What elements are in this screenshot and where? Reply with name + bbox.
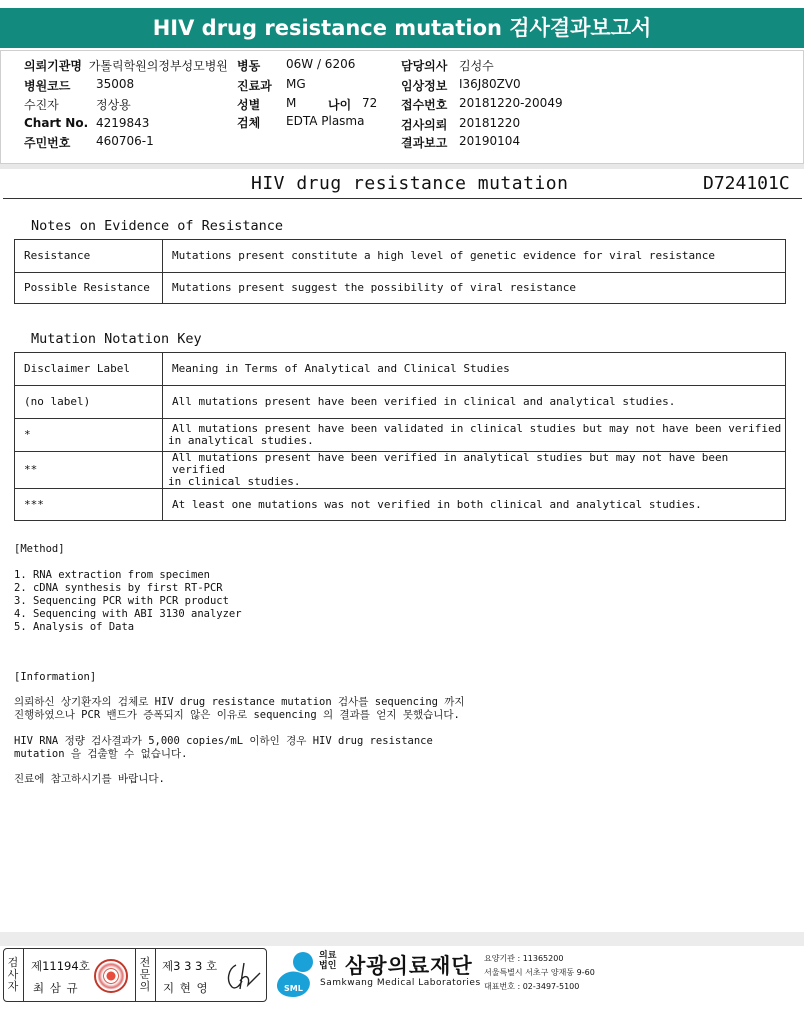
age-label: 나이 — [328, 98, 352, 112]
receipt-no-label: 접수번호 — [401, 98, 448, 112]
report-title: HIV drug resistance mutation 검사결과보고서 — [152, 16, 652, 40]
clinical-info-label: 임상정보 — [401, 79, 448, 93]
signature-box — [3, 948, 267, 1002]
sml-logo-icon — [271, 949, 319, 1001]
specialist-license: 제3 3 3 호 — [162, 959, 218, 973]
sex-value: M — [286, 96, 297, 110]
key-heading: Mutation Notation Key — [31, 331, 202, 347]
hospital-code-value: 35008 — [96, 77, 135, 91]
report-date-label: 결과보고 — [401, 136, 448, 150]
organization-english-name: Samkwang Medical Laboratories — [320, 978, 481, 988]
method-step: 4. Sequencing with ABI 3130 analyzer — [14, 608, 242, 620]
corp-type: 의료 법인 — [319, 951, 337, 971]
method-heading: [Method] — [14, 543, 65, 555]
specimen-label: 검체 — [237, 116, 261, 130]
information-text: 진료에 참고하시기를 바랍니다. — [14, 773, 165, 785]
ward-label: 병동 — [237, 59, 261, 73]
resident-no-label: 주민번호 — [24, 136, 71, 150]
hospital-code-field: 병원코드 — [24, 79, 71, 93]
notes-text-resistance: Mutations present constitute a high level of genetic evidence for viral resistance — [163, 240, 786, 273]
key-header-text: Meaning in Terms of Analytical and Clinical Studies — [163, 353, 786, 386]
divider-bar — [0, 164, 804, 169]
receipt-no-value: 20181220-20049 — [459, 96, 563, 110]
information-text: HIV RNA 정량 검사결과가 5,000 copies/mL 이하인 경우 HIV drug resistance — [14, 735, 433, 747]
request-date-value: 20181220 — [459, 116, 521, 130]
table-row — [15, 386, 786, 419]
key-text: All mutations present have been verified in clinical and analytical studies. — [163, 386, 786, 419]
key-label: ** — [15, 452, 163, 489]
request-date-label: 검사의뢰 — [401, 118, 448, 132]
key-text: All mutations present have been validated in clinical studies but may not have been verified in analytical studies. — [163, 419, 786, 452]
tester-license: 제11194호 — [31, 959, 90, 973]
method-step: 3. Sequencing PCR with PCR product — [14, 595, 229, 607]
notes-heading: Notes on Evidence of Resistance — [31, 218, 283, 234]
patient-label: 수진자 — [24, 98, 59, 112]
specimen-value: EDTA Plasma — [286, 114, 365, 128]
table-row — [15, 452, 786, 489]
table-row — [15, 273, 786, 304]
test-code: D724101C — [703, 173, 790, 194]
report-title-bar — [0, 8, 804, 48]
tester-vertical-label: 검 사 자 — [7, 956, 19, 993]
doctor-label: 담당의사 — [401, 59, 448, 73]
resident-no-value: 460706-1 — [96, 134, 154, 148]
footer-divider — [0, 932, 804, 946]
chart-no-value: 4219843 — [96, 116, 150, 130]
method-step: 2. cDNA synthesis by first RT-PCR — [14, 582, 223, 594]
table-row — [15, 353, 786, 386]
information-text: 의뢰하신 상기환자의 검체로 HIV drug resistance mutation 검사를 sequencing 까지 — [14, 696, 465, 708]
information-heading: [Information] — [14, 671, 97, 683]
tester-name: 최 삼 규 — [33, 981, 79, 995]
clinical-info-value: I36J80ZV0 — [459, 77, 521, 91]
key-label: (no label) — [15, 386, 163, 419]
organization-name: 삼광의료재단 — [345, 954, 473, 978]
institution-field: 의뢰기관명 가톨릭학원의정부성모병원 — [24, 59, 228, 73]
chart-no-label: Chart No. — [24, 116, 89, 130]
key-header-label: Disclaimer Label — [15, 353, 163, 386]
specialist-name: 지 현 영 — [163, 981, 209, 995]
organization-address: 서울특별시 서초구 양재동 9-60 — [484, 968, 595, 977]
organization-phone: 대표번호 : 02-3497-5100 — [484, 982, 580, 991]
organization-code: 요양기관 : 11365200 — [484, 954, 564, 963]
tester-seal — [94, 959, 128, 993]
notes-text-possible: Mutations present suggest the possibility of viral resistance — [163, 273, 786, 304]
key-text: At least one mutations was not verified in both clinical and analytical studies. — [163, 489, 786, 521]
department-label: 진료과 — [237, 79, 272, 93]
information-text: 진행하였으나 PCR 밴드가 증폭되지 않은 이유로 sequencing 의 결과를 얻지 못했습니다. — [14, 709, 460, 721]
method-step: 1. RNA extraction from specimen — [14, 569, 210, 581]
notes-label-possible: Possible Resistance — [15, 273, 163, 304]
department-value: MG — [286, 77, 306, 91]
patient-info-panel — [0, 50, 804, 164]
key-label: *** — [15, 489, 163, 521]
age-value: 72 — [362, 96, 378, 110]
report-date-value: 20190104 — [459, 134, 521, 148]
patient-name-value: 정상용 — [96, 98, 131, 112]
test-name: HIV drug resistance mutation — [251, 173, 569, 194]
table-row — [15, 240, 786, 273]
notes-table — [14, 239, 786, 304]
information-text: mutation 을 검출할 수 없습니다. — [14, 748, 188, 760]
method-step: 5. Analysis of Data — [14, 621, 135, 633]
sex-label: 성별 — [237, 98, 261, 112]
key-text: All mutations present have been verified in analytical studies but may not have been verified in clinical studies. — [163, 452, 786, 489]
notation-key-table — [14, 352, 786, 521]
key-label: * — [15, 419, 163, 452]
title-rule — [3, 198, 802, 199]
notes-label-resistance: Resistance — [15, 240, 163, 273]
doctor-value: 김성수 — [459, 59, 494, 73]
specialist-vertical-label: 전 문 의 — [139, 956, 151, 993]
svg-text:SML: SML — [284, 984, 303, 993]
table-row — [15, 419, 786, 452]
ward-value: 06W / 6206 — [286, 57, 356, 71]
signature-icon — [222, 959, 262, 993]
table-row — [15, 489, 786, 521]
